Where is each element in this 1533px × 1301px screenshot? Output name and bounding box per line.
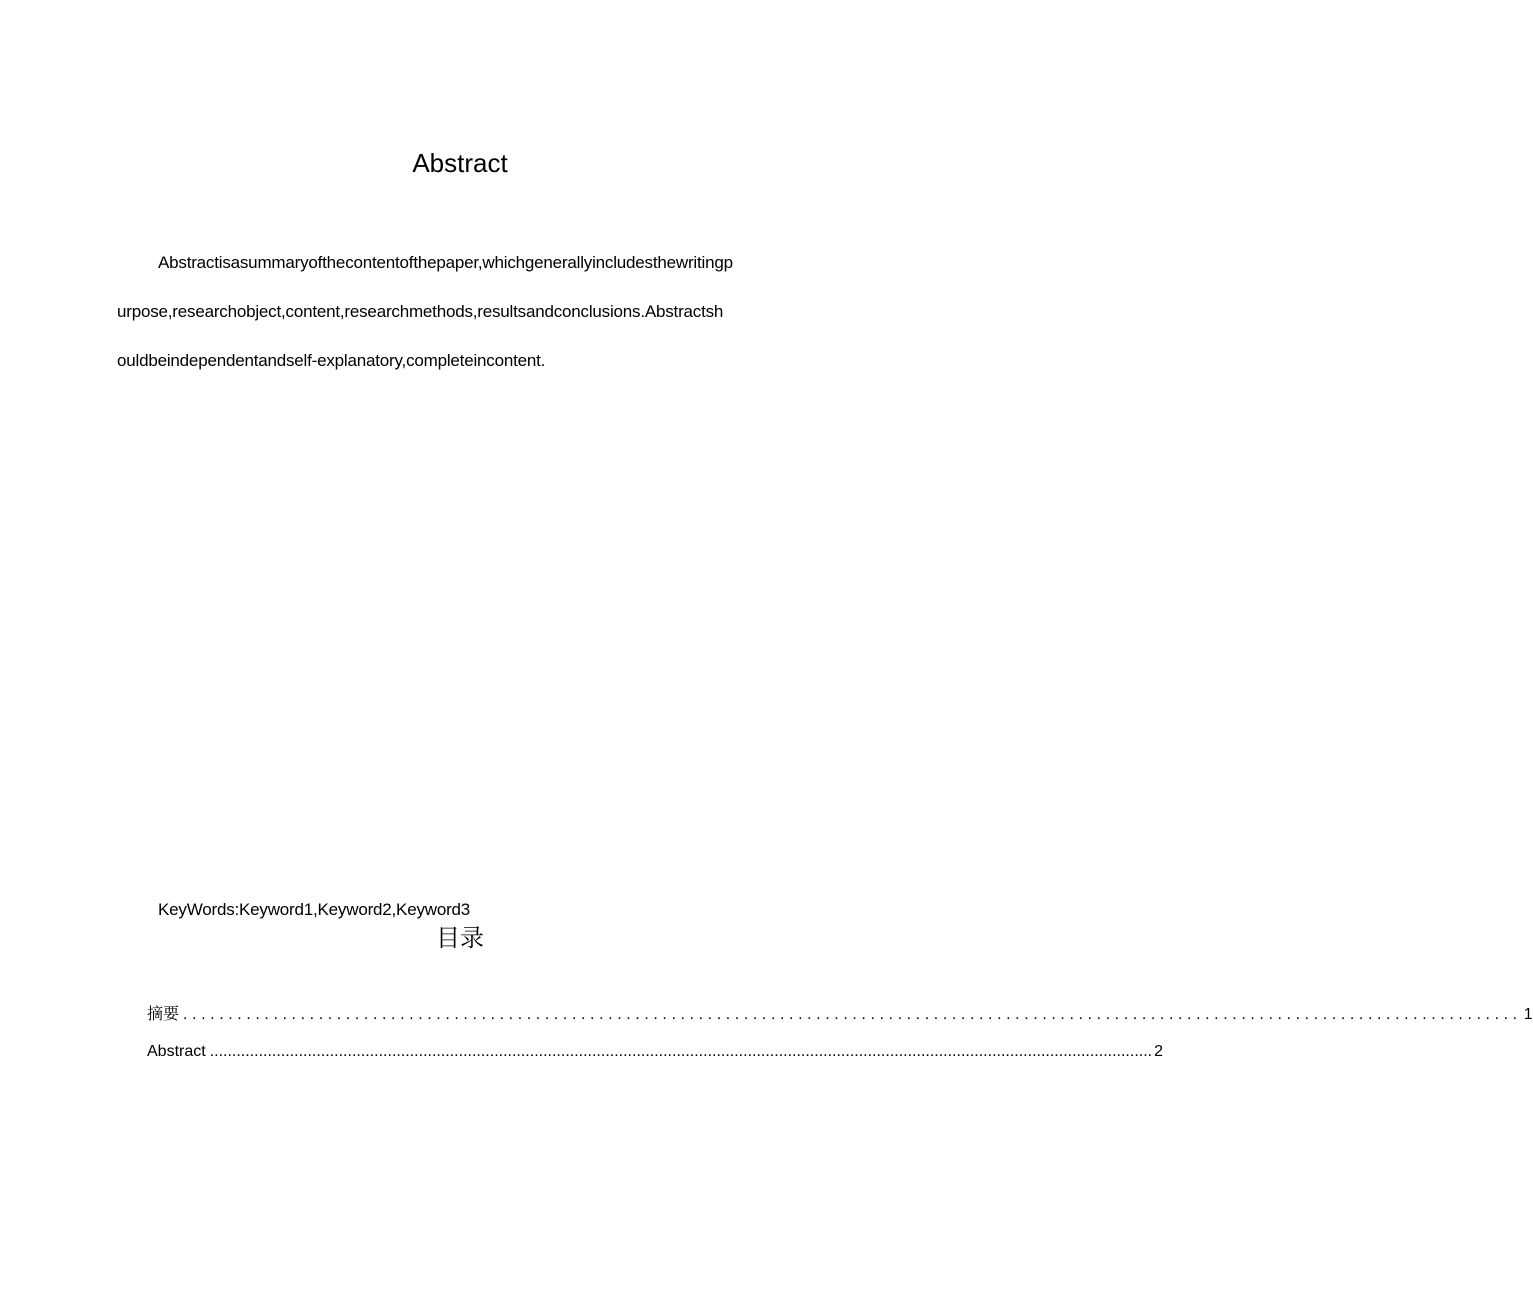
keywords-line: KeyWords:Keyword1,Keyword2,Keyword3: [158, 900, 471, 919]
toc-entry-page: 2: [1154, 1043, 1163, 1060]
toc-entry-page: 1: [1523, 1006, 1533, 1023]
abstract-paragraph: [117, 238, 807, 385]
toc-heading: 目录: [436, 924, 484, 952]
abstract-line-3: ouldbeindependentandself-explanatory,completeincontent.: [117, 351, 546, 370]
toc-dot-leader: ....................................................................................................................................................: [183, 1006, 1522, 1023]
toc-entry-label[interactable]: Abstract: [147, 1043, 206, 1060]
toc-dot-leader: ....................................................................................................................................................................................................................: [209, 1043, 1153, 1060]
abstract-line-2: urpose,researchobject,content,researchmethods,resultsandconclusions.Abstractsh: [117, 302, 724, 321]
toc-entry-abstract[interactable]: [147, 1038, 1163, 1076]
table-of-contents: [147, 1000, 1533, 1076]
toc-entry-label[interactable]: 摘要: [147, 1004, 180, 1023]
abstract-line-1: Abstractisasummaryofthecontentofthepaper,whichgenerallyincludesthewritingp: [158, 253, 733, 272]
abstract-heading: Abstract: [412, 148, 508, 178]
toc-entry-zhaiyao[interactable]: [147, 1000, 1533, 1038]
